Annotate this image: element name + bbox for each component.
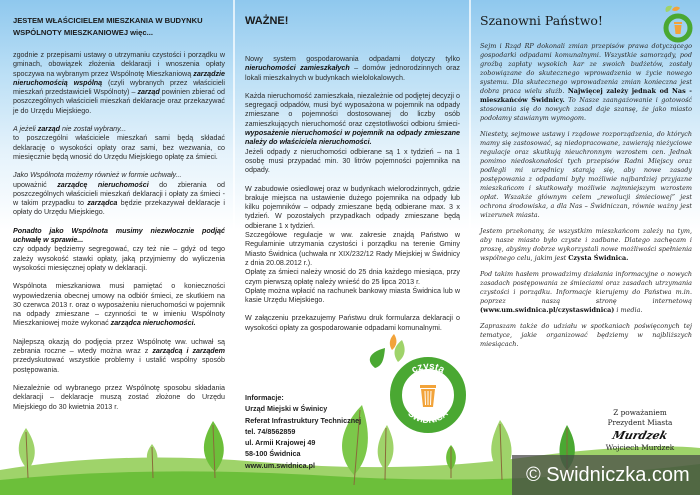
emphasis-text: zarządzie nieruchomością wspólną — [13, 69, 225, 87]
paragraph — [245, 185, 460, 306]
body-text: Każda nieruchomość zamieszkała, niezależnie od podjętej decyzji o segregacji odpadów, musi być wyposażona w pojemnik na odpady zmieszane o pojemności dostosowanej do liczby osób zamieszkujących nieruchomość oraz częstotliwości odbioru śmieci- — [245, 91, 460, 128]
body-text: do zbierania od poszczególnych właścicieli mieszkań deklaracji i opłaty za śmieci - w takim przypadku to — [13, 180, 225, 208]
paragraph — [13, 384, 225, 412]
body-text: Zapraszam także do udziału w spotkaniach poświęconych tej tematyce, jakie organizować będziemy w najbliższych miesiącach. — [480, 322, 692, 348]
paragraph — [245, 55, 460, 83]
right-body — [480, 42, 692, 349]
body-text: upoważnić — [13, 180, 58, 189]
paragraph — [480, 322, 692, 349]
body-text: Jeżeli odpady z nieruchomości odbierane są 1 x tydzień – na 1 osobę musi przypadać min. 30 litrów pojemności pojemnika na odpady. — [245, 147, 460, 175]
info-website[interactable]: www.um.swidnica.pl — [245, 460, 316, 470]
left-body — [13, 51, 225, 412]
right-heading: Szanowni Państwo! — [480, 13, 603, 28]
emphasis-text: (www.um.swidnica.pl/czystaswidnica) — [480, 306, 615, 314]
emphasis-text: Czysta Świdnica. — [568, 254, 629, 262]
emphasis-text: Jako Wspólnota możemy również w formie uchwały... — [13, 171, 182, 180]
paragraph — [480, 130, 692, 220]
body-text: Jestem przekonany, że wszystkim mieszkańcom zależy na tym, aby nasze miasto było czyste i zadbane. Dlatego zachęcam i proszę, abyśmy dobrze wykorzystali nowe możliwości spełnienia wspólnego celu, jakim jest — [480, 227, 692, 262]
signer-title: Prezydent Miasta — [607, 418, 673, 427]
emphasis-text: A jeżeli — [13, 125, 38, 134]
watermark: © Swidniczka.com — [512, 455, 700, 495]
emphasis-text: Ponadto jako Wspólnota musimy niezwłocznie podjąć uchwałę w sprawie... — [13, 226, 225, 245]
body-text: Wspólnota mieszkaniowa musi pamiętać o konieczności wypowiedzenia obecnej umowy na odbiór śmieci, ze skutkiem na 30 czerwca 2013 r. oraz o wyposażeniu nieruchomości w pojemnik na odpady zmieszane – czynności te w imieniu Wspólnoty Mieszkaniowej może wykonać — [13, 282, 225, 328]
signer-name: Wojciech Murdzek — [605, 443, 675, 452]
body-text: Nowy system gospodarowania odpadami dotyczy tylko — [245, 55, 460, 63]
paragraph — [13, 282, 225, 328]
info-city: 58-100 Świdnica — [245, 449, 301, 459]
emphasis-text: zarządca nieruchomości. — [110, 319, 196, 328]
body-text: czy odpady będziemy segregować, czy też nie – gdyż od tego zależy wysokość stawki opłaty, jaką przyjmiemy do wyliczenia wysokości miesięcznej opłaty w deklaracji. — [13, 245, 225, 272]
left-heading: JESTEM WŁAŚCICIELEM MIESZKANIA W BUDYNKU WSPÓLNOTY MIESZKANIOWEJ więc... — [13, 16, 203, 37]
paragraph — [480, 227, 692, 263]
paragraph — [13, 171, 225, 217]
emphasis-text: wyposażenie nieruchomości w pojemnik na odpady zmieszane należy do właściciela nieruchomości. — [245, 129, 460, 147]
paragraph — [480, 270, 692, 315]
body-text: przedyskutować wszystkie problemy i ustalić wspólny sposób postępowania. — [13, 356, 225, 374]
info-department: Referat Infrastruktury Technicznej — [245, 415, 362, 425]
emphasis-text: zarząd — [137, 88, 160, 97]
paragraph — [245, 314, 460, 333]
body-text: Opłatę za śmieci należy wnosić do 25 dnia każdego miesiąca, przy czym pierwszą opłatę należy wnieść do 25 lipca 2013 r. — [245, 268, 460, 286]
emphasis-text: zarządcą i zarządem — [152, 347, 225, 356]
paragraph — [13, 51, 225, 116]
left-column — [13, 0, 225, 495]
contact-info — [245, 392, 361, 471]
body-text: (czyli wybranych przez właścicieli mieszkań przedstawicieli Wspólnoty) – — [13, 78, 225, 97]
body-text: Szczegółowe regulacje w ww. zakresie znajdą Państwo w Regulaminie utrzymania czystości i porządku na terenie Gminy Miasto Świdnica (uchwała nr XIX/232/12 Rady Miejskiej w Świdnicy z dnia 20.08.2012 r.). — [245, 231, 460, 267]
info-office: Urząd Miejski w Świnicy — [245, 404, 328, 414]
body-text: Pod takim hasłem prowadzimy działania informacyjne o nowych zasadach postępowania ze śmieciami oraz zasadach utrzymania czystości i porządku. Informacje kierujemy do Państwa m.in. poprzez naszą stronę internetową — [480, 270, 692, 305]
body-text: – domów jednorodzinnych oraz lokali mieszkalnych w budynkach wielolokalowych. — [245, 64, 460, 82]
middle-heading: WAŻNE! — [245, 15, 289, 27]
signature-block — [590, 408, 690, 453]
paragraph — [13, 125, 225, 162]
body-text: W załączeniu przekazujemy Państwu druk formularza deklaracji o wysokości opłaty za gospodarowanie odpadami komunalnymi. — [245, 314, 460, 332]
middle-body — [245, 55, 460, 333]
closing: Z poważaniem — [613, 408, 667, 417]
info-phone: tel. 74/8562859 — [245, 426, 296, 436]
emphasis-text: nie został wybrany... — [59, 125, 127, 134]
body-text: zgodnie z przepisami ustawy o utrzymaniu czystości i porządku w gminach, obowiązek złożenia deklaracji i wnoszenia opłaty spoczywa na wybranym przez Wspólnotę Mieszkaniową — [13, 51, 225, 78]
body-text: Opłatę można wpłacić na rachunek bankowy miasta Świdnica lub w kasie Urzędu Miejskiego. — [245, 286, 460, 305]
body-text: Niestety, sejmowe ustawy i rządowe rozporządzenia, do których mamy się zastosować, są niedopracowane, zawierają nieżyciowe regulacje oraz skutkują nieuchronnym wzrostem cen. Jednak pomimo niedoskonałości tych przepisów Radni Miejscy oraz podlegli mi urzędnicy starają się, aby nowe zasady postępowania z odpadami były możliwie najbardziej przyjazne mieszkańcom i skutkowały możliwie najmniejszym wzrostem opłat. Wszakże głównym celem „rewolucji śmieciowej” jest ochrona środowiska, a dla Nas – Świdniczan, równie ważny jest wizerunek miasta. — [480, 130, 692, 219]
body-text: powinien zbierać od poszczególnych właścicieli mieszkań deklaracje oraz przekazywać je do Urzędu Miejskiego. — [13, 88, 225, 115]
paragraph — [245, 92, 460, 176]
paragraph — [13, 227, 225, 273]
handwritten-signature: Murdzek — [610, 429, 670, 442]
body-text: będzie przekazywał deklaracje i opłaty do Urzędu Miejskiego. — [13, 199, 225, 217]
paragraph — [480, 42, 692, 123]
body-text: i media. — [614, 306, 643, 314]
body-text: to poszczególni właściciele mieszkań sami będą składać deklarację o wysokości opłaty oraz sami, bez wezwania, co miesięcznie będą wnosić do Urzędu Miejskiego opłatę za śmieci. — [13, 134, 225, 161]
info-label: Informacje: — [245, 393, 284, 402]
body-text: Najlepszą okazją do podjęcia przez Wspólnotę ww. uchwał są zebrania roczne – wtedy można wraz z — [13, 337, 225, 356]
paragraph — [13, 338, 225, 375]
body-text: Sejm i Rząd RP dokonali zmian przepisów prawa dotyczącego gospodarki odpadami komunalnymi. Wszystkie samorządy, pod groźbą zapłaty wysokich kar ze swoich budżetów, zostały zobowiązane do skutecznego wprowadzenia w życie nowego systemu. Dla skutecznego wprowadzenia zmian konieczna jest dobra praca wielu służb. — [480, 42, 692, 95]
emphasis-text: nieruchomości zamieszkałych — [245, 64, 350, 73]
emphasis-text: Najwięcej zależy jednak od Nas - mieszkańców Świdnicy. — [480, 87, 692, 104]
info-street: ul. Armii Krajowej 49 — [245, 438, 316, 448]
emphasis-text: zarząd — [37, 125, 60, 134]
body-text: W zabudowie osiedlowej oraz w budynkach wielorodzinnych, gdzie brakuje miejsca na ustawienie dużego pojemnika na odpady lub kilku pojemników – odpady zmieszane będą odbierane max. 3 x tydzień. W pozostałych przypadkach odpady zmieszane będą odbierane 1 x tydzień. — [245, 184, 460, 230]
emphasis-text: zarządcę nieruchomości — [57, 180, 149, 189]
body-text: Niezależnie od wybranego przez Wspólnotę sposobu składania deklaracji – deklaracje muszą zostać złożone do Urzędu Miejskiego do 30 kwietnia 2013 r. — [13, 383, 225, 411]
body-text: To Nasze zaangażowanie i gotowość stosowania się do nowych zasad daje szansę, że jako miasto podołamy stawianym wymogom. — [480, 96, 692, 122]
emphasis-text: zarządca — [87, 199, 118, 208]
svg-text:ŚWIDNICA: ŚWIDNICA — [406, 408, 450, 426]
svg-text:czysta: czysta — [409, 360, 447, 376]
